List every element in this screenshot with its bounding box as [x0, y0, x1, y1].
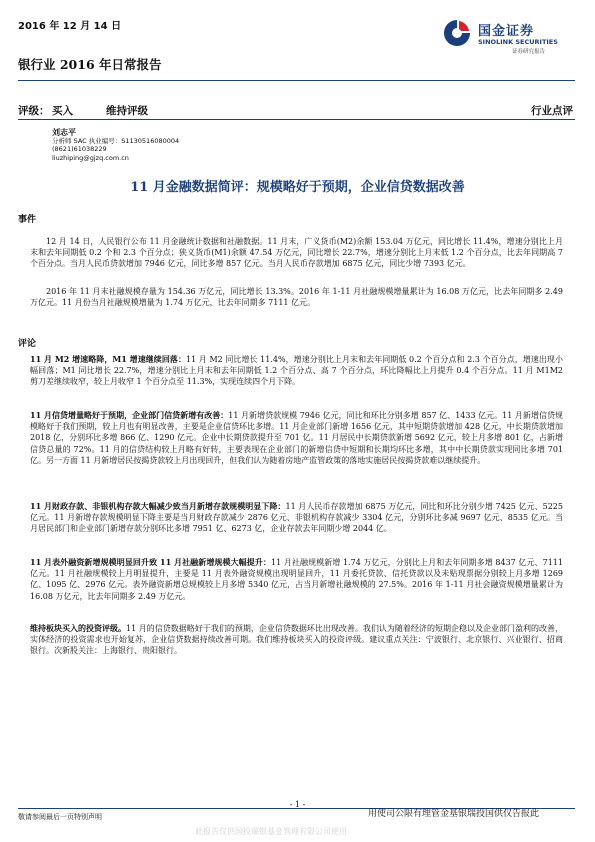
- analyst-license: 分析师 SAC 执业编号：S1130516080004: [52, 136, 180, 145]
- rating-maintain: 维持评级: [106, 105, 148, 117]
- company-logo: [440, 14, 580, 56]
- comment-lead: 11 月财政存款、非银机构存款大幅减少致当月新增存款规模明显下降：: [30, 501, 286, 511]
- report-type: 行业点评: [531, 105, 573, 117]
- logo-name-cn: 国金证券: [478, 24, 535, 39]
- event-paragraph-1: 12 月 14 日，人民银行公布 11 月金融统计数据和社融数据。11 月末，广义货币(M2)余额 153.04 万亿元，同比增长 11.4%，增速分别比上月末和去年同期低 0.2 个和 2.3 个百分点；狭义货币(M1)余额 47.54 万亿元，同比增长 22.7%，增速分别比上月末低 1.2 个百分点，比去年同期高 7 个百分点。当月人民币贷款增加 7946 亿元，同比多增 857 亿元。当月人民币存款增加 6875 亿元，同比少增 7393 亿元。: [30, 237, 563, 269]
- report-series-title: 银行业 2016 年日常报告: [18, 57, 162, 72]
- comment-body: 11 月新增贷款规模 7946 亿元，同比和环比分别多增 857 亿、1433 亿元。11 月新增信贷规模略好于我们预期，较上月也有明显改善，主要是企业信贷环比多增。11 月企业部门新增 1656 亿元，其中短期贷款增加 428 亿元，中长期贷款增加 2018 亿，分别环比多增 866 亿、1290 亿元。企业中长期贷款提升至 701 亿。11 月居民中长期贷款新增 5692 亿元，较上月多增 801 亿，占新增信贷总量的 72%。11 月的信贷结构较上月略有好转，主要表现在企业部门的新增信贷中短期和长期均环比多增，其中中长期贷款实现同比多增 701 亿。另一方面 11 月新增居民按揭贷款较上月出现回升，但我们认为随着房地产监管政策的落地实施居民按揭贷款难以继续提升。: [30, 411, 563, 465]
- section-heading-event: 事件: [18, 215, 37, 225]
- analyst-name: 刘志平: [52, 127, 76, 137]
- comment-lead: 11 月表外融资新增规模明显回升致 11 月社融新增规模大幅提升：: [30, 557, 272, 567]
- usage-notice: 用使司公限有理管金基银瑞投国供仅告报此: [368, 809, 540, 819]
- rating-value: 买入: [52, 105, 73, 117]
- comment-paragraph-social-financing: [30, 557, 563, 602]
- report-date: 2016 年 12 月 14 日: [18, 21, 122, 32]
- rating-label: 评级：: [18, 105, 50, 117]
- watermark: 此报告仅供国投瑞银基金管理有限公司使用: [195, 827, 347, 836]
- main-title: 11 月金融数据简评：规模略好于预期，企业信贷数据改善: [130, 180, 465, 195]
- event-paragraph-2: 2016 年 11 月末社融规模存量为 154.36 万亿元，同比增长 13.3%。2016 年 1-11 月社融规模增量累计为 16.08 万亿元，比去年同期多 2.49 万亿元。11 月份当月社融规模增量为 1.74 万亿元，比去年同期多 7111 亿元。: [30, 287, 563, 308]
- analyst-info: [52, 128, 179, 162]
- header-divider: [18, 80, 575, 81]
- comment-paragraph-credit: [30, 410, 563, 466]
- comment-lead: 11 月 M2 增速略降，M1 增速继续回落：: [30, 354, 187, 364]
- comment-body: 11 月人民币存款增加 6875 万亿元，同比和环比分别少增 7425 亿元、5225 亿元。11 月新增存款规模明显下降主要是当月财政存款减少 2876 亿元、非银机构存款减少 3304 亿元，分别环比多减 9697 亿元、8535 亿元。当月居民部门和企业部门新增存款分别环比多增 7951 亿、6273 亿，企业存款去年同期少增 2044 亿。: [30, 502, 563, 534]
- logo-name-en: SINOLINK SECURITIES: [478, 38, 558, 46]
- sinolink-logo-icon: [442, 18, 472, 48]
- comment-paragraph-deposits: [30, 501, 563, 535]
- rating-divider: [18, 119, 575, 120]
- logo-subtitle: 证券研究报告: [512, 49, 546, 55]
- comment-paragraph-m2: [30, 354, 563, 388]
- footer-disclaimer: 敬请参阅最后一页特别声明: [18, 813, 102, 821]
- comment-lead: 维持板块买入的投资评级。: [30, 623, 127, 633]
- comment-lead: 11 月信贷增量略好于预期，企业部门信贷新增有改善：: [30, 410, 229, 420]
- section-heading-comment: 评论: [18, 339, 37, 349]
- analyst-phone: (8621)61038229: [52, 145, 107, 153]
- comment-body: 11 月的信贷数据略好于我们的预期，企业信贷数据环比出现改善。我们认为随着经济的短期企稳以及企业部门盈利的改善，实体经济的投资需求也开始复苏，企业信贷数据持续改善可期。我们维持板块买入的投资评级。建议重点关注：宁波银行、北京银行、兴业银行、招商银行。次新股关注：上海银行、贵阳银行。: [30, 624, 564, 656]
- comment-body: 11 月 M2 同比增长 11.4%，增速分别比上月末和去年同期低 0.2 个百分点和 2.3 个百分点，增速出现小幅回落；M1 同比增长 22.7%，增速分别比上月末和去年同期低 1.2 个百分点、高 7 个百分点，环比降幅比上月提升 0.4 个百分点。11 月 M1M2 剪刀差继续收窄，较上月收窄 1 个百分点至 11.3%，实现连续四个月下降。: [30, 355, 563, 387]
- comment-body: 11 月社融规模新增 1.74 万亿元，分别比上月和去年同期多增 8437 亿元、7111 亿元。11 月社融规模较上月明显提升，主要是 11 月表外融资规模出现明显回升，11 月委托贷款、信托贷款以及未贴现票据分别较上月多增 1269 亿、1095 亿、2976 亿元。表外融资新增总规模较上月多增 5340 亿元，占当月新增社融规模的 27.5%。2016 年 1-11 月社会融资规模增量累计为 16.08 万亿元，比去年同期多 2.49 万亿元。: [30, 558, 563, 601]
- analyst-email[interactable]: liuzhiping@gjzq.com.cn: [52, 153, 129, 162]
- page-number: - 1 -: [289, 800, 306, 809]
- comment-paragraph-rating: [30, 623, 563, 657]
